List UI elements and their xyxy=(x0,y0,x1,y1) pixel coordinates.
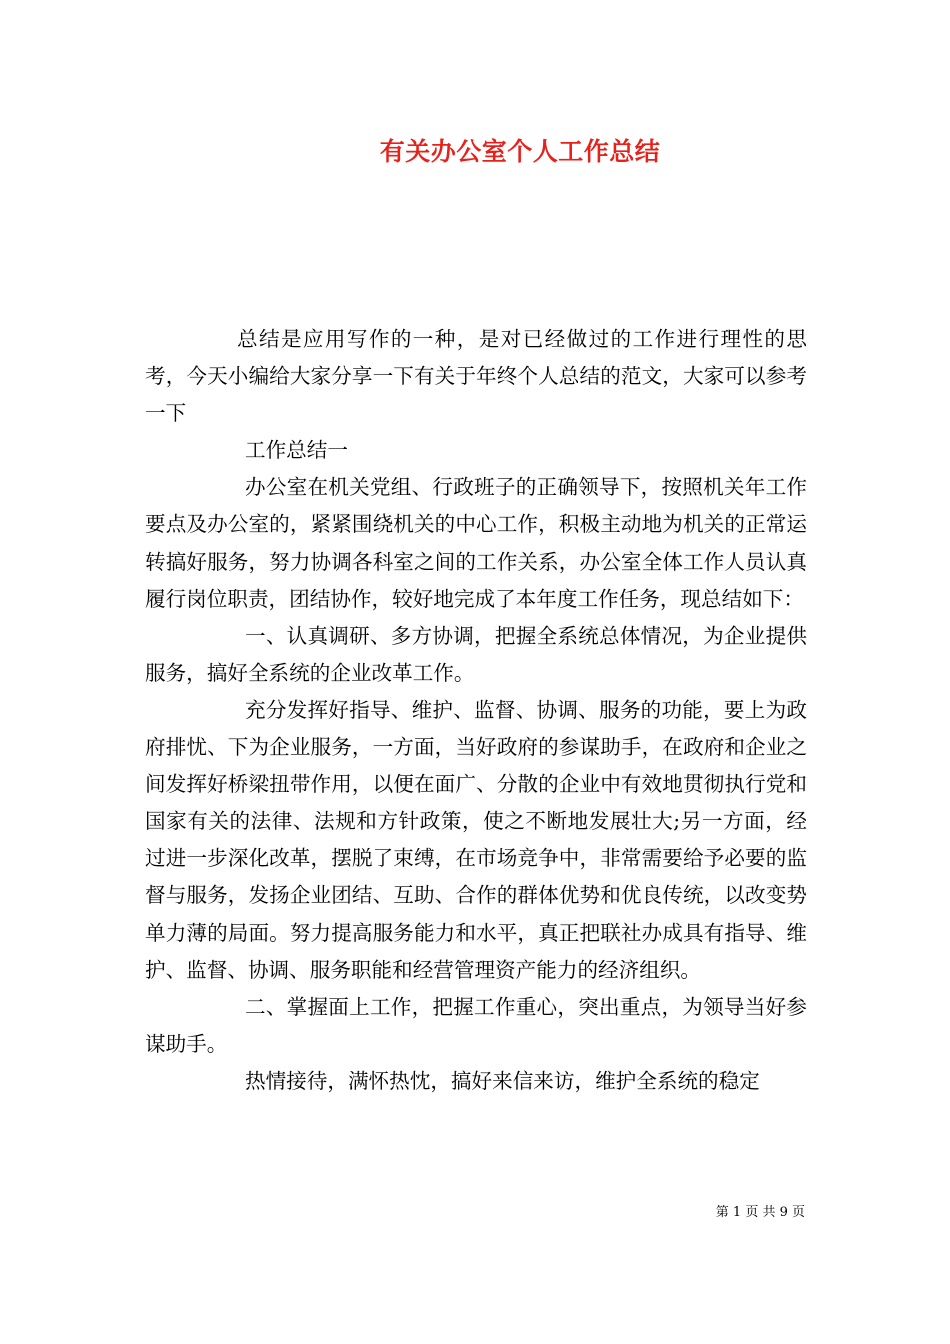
document-body xyxy=(145,321,807,1100)
paragraph-overview: 办公室在机关党组、行政班子的正确领导下，按照机关年工作要点及办公室的，紧紧围绕机关的中心工作，积极主动地为机关的正常运转搞好服务，努力协调各科室之间的工作关系，办公室全体工作人员认真履行岗位职责，团结协作，较好地完成了本年度工作任务，现总结如下： xyxy=(145,475,807,611)
section-heading-work-summary-one: 工作总结一 xyxy=(245,438,348,463)
paragraph-point-one-heading: 一、认真调研、多方协调，把握全系统总体情况，为企业提供服务，搞好全系统的企业改革工作。 xyxy=(145,623,807,685)
page-number-footer: 第 1 页 共 9 页 xyxy=(715,1205,805,1220)
paragraph-point-two-heading: 二、掌握面上工作，把握工作重心，突出重点，为领导当好参谋助手。 xyxy=(145,994,807,1056)
paragraph-point-two-body: 热情接待，满怀热忱，搞好来信来访，维护全系统的稳定 xyxy=(245,1068,760,1093)
paragraph-point-one-body: 充分发挥好指导、维护、监督、协调、服务的功能，要上为政府排忧、下为企业服务，一方面，当好政府的参谋助手，在政府和企业之间发挥好桥梁扭带作用，以便在面广、分散的企业中有效地贯彻执行党和国家有关的法律、法规和方针政策，使之不断地发展壮大;另一方面，经过进一步深化改革，摆脱了束缚，在市场竞争中，非常需要给予必要的监督与服务，发扬企业团结、互助、合作的群体优势和优良传统，以改变势单力薄的局面。努力提高服务能力和水平，真正把联社办成具有指导、维护、监督、协调、服务职能和经营管理资产能力的经济组织。 xyxy=(145,697,807,982)
paragraph-intro: 总结是应用写作的一种，是对已经做过的工作进行理性的思考，今天小编给大家分享一下有关于年终个人总结的范文，大家可以参考一下 xyxy=(145,327,807,426)
document-title: 有关办公室个人工作总结 xyxy=(379,137,661,166)
